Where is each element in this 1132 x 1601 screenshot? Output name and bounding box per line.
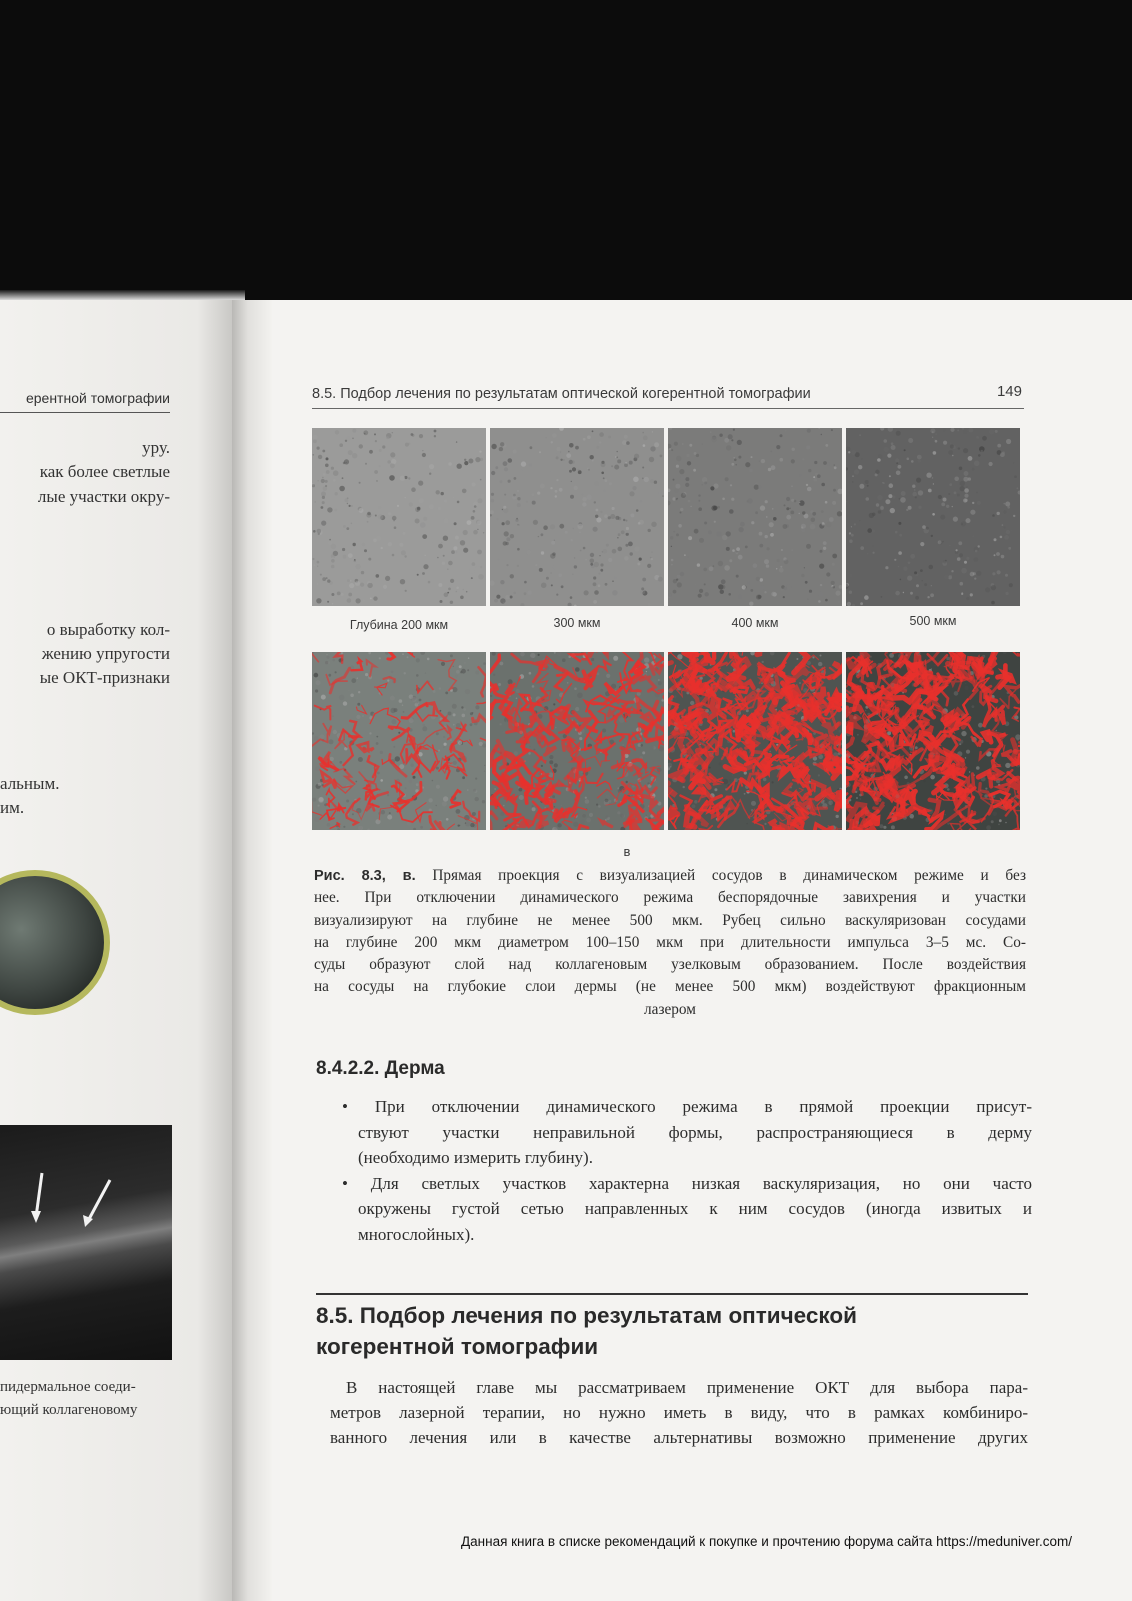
caption-prefix: Рис. 8.3, в. <box>314 868 416 884</box>
left-caption-line: ющий коллагеновому <box>0 1402 138 1418</box>
oct-panel-vessels-300 <box>490 652 664 830</box>
bullet-item-line: • Для светлых участков характерна низкая васкуляризация, но они часто <box>342 1173 1032 1193</box>
bullet-item-line: • При отключении динамического режима в прямой проекции присут- <box>342 1097 1032 1116</box>
caption-line: нее. При отключении динамического режима беспорядочные завихрения и участки <box>314 889 1026 907</box>
bullet-list <box>342 1094 1032 1247</box>
left-head-rule <box>0 412 170 413</box>
dark-background <box>0 0 1132 300</box>
section-title-line: когерентной томографии <box>316 1334 599 1359</box>
depth-label-500: 500 мкм <box>909 614 957 628</box>
footer-note: Данная книга в списке рекомендаций к покупке и прочтению форума сайта https://meduniver.com/ <box>461 1534 1072 1549</box>
bullet-item-line: (необходимо измерить глубину). <box>358 1148 593 1167</box>
oct-panel-vessels-200 <box>312 652 486 830</box>
page-number: 149 <box>996 383 1022 400</box>
caption-line: на сосуды на глубокие слои дермы (не менее 500 мкм) воздействуют фракционным <box>314 978 1026 996</box>
bullet-item-line: ствуют участки неправильной формы, распространяющиеся в дерму <box>358 1122 1032 1142</box>
caption-line: визуализируют на глубине не менее 500 мкм. Рубец сильно васкуляризован сосудами <box>314 911 1026 929</box>
section-body <box>330 1375 1028 1450</box>
left-text-line: жению упругости <box>41 644 170 663</box>
figure-caption <box>314 865 1026 1021</box>
book-gutter <box>232 300 272 1601</box>
depth-label-200: Глубина 200 мкм <box>349 618 449 632</box>
oct-panel-gray-200 <box>312 428 486 606</box>
section-title <box>316 1300 1028 1362</box>
body-line: В настоящей главе мы рассматриваем применение ОКТ для выбора пара- <box>346 1378 1028 1397</box>
subsection-heading: 8.4.2.2. Дерма <box>316 1058 445 1079</box>
oct-panel-vessels-500 <box>846 652 1020 830</box>
caption-line: на глубине 200 мкм диаметром 100–150 мкм при длительности импульса 3–5 мс. Со- <box>314 933 1026 951</box>
oct-panel-gray-500 <box>846 428 1020 606</box>
page-edge-shadow <box>0 290 245 300</box>
left-oct-image-round <box>0 870 110 1015</box>
section-title-line: 8.5. Подбор лечения по результатам оптической <box>316 1303 857 1328</box>
left-text-line: альным. <box>0 774 60 793</box>
oct-panel-vessels-400 <box>668 652 842 830</box>
book-page <box>272 300 1132 1601</box>
running-head: 8.5. Подбор лечения по результатам оптической когерентной томографии <box>312 386 811 402</box>
left-running-head: ерентной томографии <box>25 390 170 406</box>
bullet-item-line: многослойных). <box>358 1224 475 1244</box>
left-text-line: уру. <box>142 438 170 457</box>
bullet-item-line: окружены густой сетью направленных к ним сосудов (иногда извитых и <box>358 1199 1032 1218</box>
left-text-line: ые ОКТ-признаки <box>39 668 170 687</box>
oct-panel-gray-400 <box>668 428 842 606</box>
caption-line: суды образуют слой над коллагеновым узелковым образованием. После воздействия <box>314 956 1026 974</box>
left-page <box>0 300 232 1601</box>
left-text-line: лые участки окру- <box>37 487 170 506</box>
caption-line: Прямая проекция с визуализацией сосудов в динамическом режиме и без <box>415 867 1026 884</box>
caption-line: лазером <box>644 1000 696 1018</box>
left-text-line: о выработку кол- <box>46 620 170 639</box>
figure-letter: в <box>623 844 631 859</box>
body-line: метров лазерной терапии, но нужно иметь в виду, что в рамках комбиниро- <box>330 1403 1028 1422</box>
left-text-line: как более светлые <box>39 462 170 481</box>
depth-label-300: 300 мкм <box>553 616 601 630</box>
left-oct-image <box>0 1125 172 1360</box>
left-text-line: им. <box>0 798 25 817</box>
oct-panel-gray-300 <box>490 428 664 606</box>
body-line: ванного лечения или в качестве альтернативы возможно применение других <box>330 1428 1028 1447</box>
left-caption-line: пидермальное соеди- <box>0 1379 136 1395</box>
section-rule <box>316 1293 1028 1295</box>
depth-label-400: 400 мкм <box>731 616 779 630</box>
header-rule <box>312 408 1024 409</box>
